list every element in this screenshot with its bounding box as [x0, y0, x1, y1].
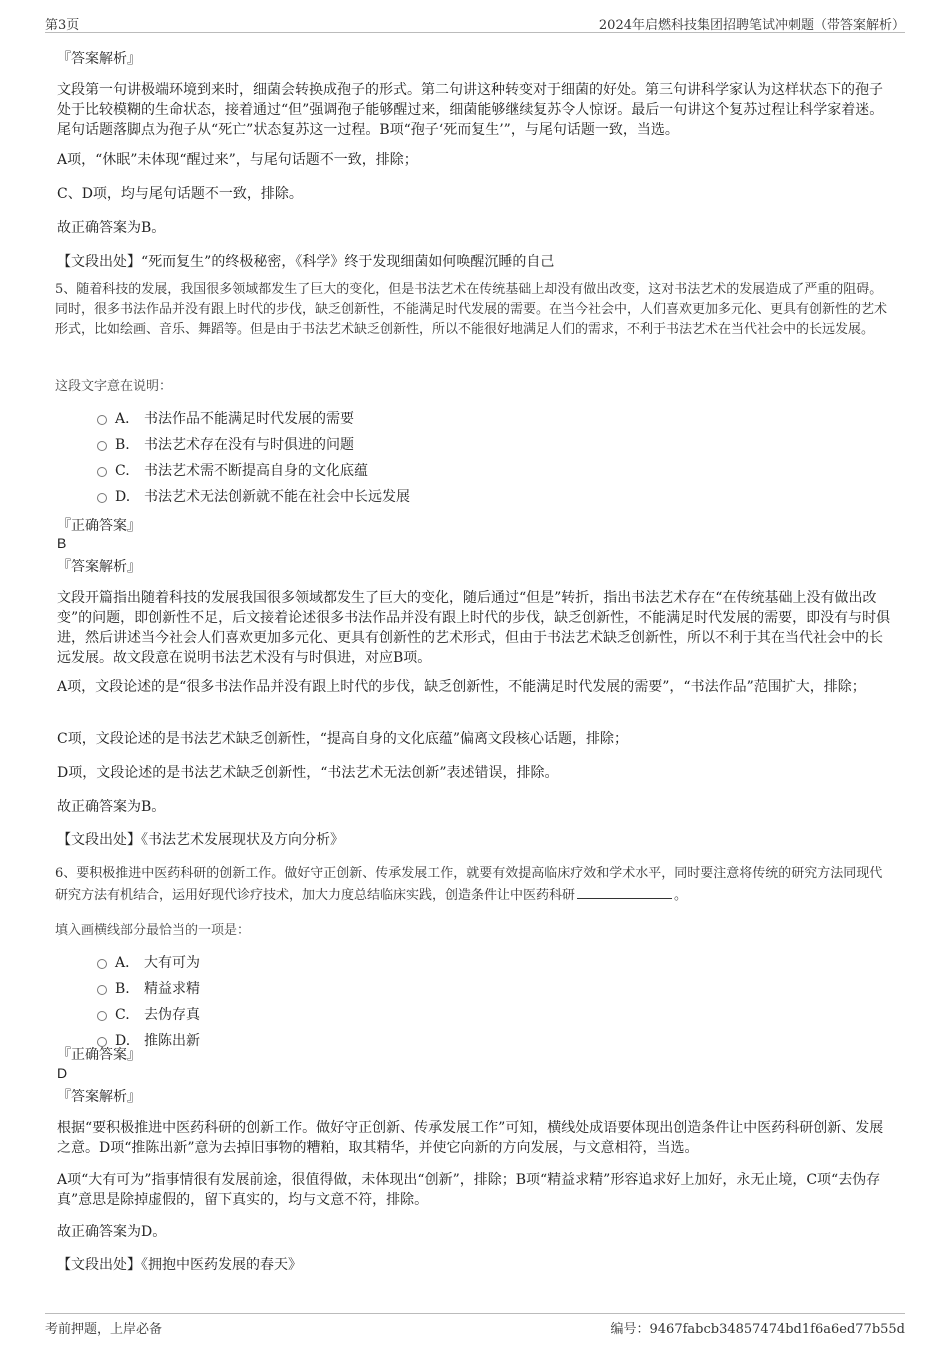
q6-option-a[interactable]	[97, 953, 597, 973]
q5-conclusion: 故正确答案为B。	[57, 799, 166, 815]
q5-note-d: D项，文段论述的是书法艺术缺乏创新性，“书法艺术无法创新”表述错误，排除。	[57, 765, 559, 781]
option-letter: B.	[115, 437, 130, 453]
q4-note-cd: C、D项，均与尾句话题不一致，排除。	[57, 186, 303, 202]
option-text: 书法艺术无法创新就不能在社会中长远发展	[144, 489, 410, 505]
footer-slogan: 考前押题，上岸必备	[45, 1322, 163, 1337]
radio-icon[interactable]	[97, 467, 107, 477]
q5-analysis-label: 『答案解析』	[57, 559, 141, 575]
option-letter: D.	[115, 1033, 131, 1049]
radio-icon[interactable]	[97, 493, 107, 503]
q5-source	[57, 830, 893, 850]
q5-prompt: 这段文字意在说明：	[55, 379, 173, 394]
q6-answer-label: 『正确答案』	[57, 1047, 141, 1063]
option-letter: B.	[115, 981, 130, 997]
q6-option-b[interactable]	[97, 979, 597, 999]
option-text: 大有可为	[144, 955, 200, 971]
fill-blank	[577, 884, 672, 899]
source-prefix: 【文段出处】	[57, 1257, 141, 1273]
page-header	[45, 10, 905, 33]
q4-note-a: A项，“休眠”未体现“醒过来”，与尾句话题不一致，排除；	[57, 152, 418, 168]
q5-note-c: C项，文段论述的是书法艺术缺乏创新性，“提高自身的文化底蕴”偏离文段核心话题，排除；	[57, 731, 629, 747]
option-text: 推陈出新	[144, 1033, 200, 1049]
document-title: 2024年启燃科技集团招聘笔试冲刺题（带答案解析）	[598, 18, 905, 33]
q6-analysis-text: 根据“要积极推进中医药科研的创新工作。做好守正创新、传承发展工作”可知，横线处成语要体现出创造条件让中医药科研创新、发展之意。D项“推陈出新”意为去掉旧事物的糟粕，取其精华，并使它向新的方向发展，与文意相符，当选。	[57, 1120, 884, 1156]
q5-note-a: A项，文段论述的是“很多书法作品并没有跟上时代的步伐，缺乏创新性，不能满足时代发展的需要”，“书法作品”范围扩大，排除；	[57, 679, 866, 695]
q6-option-c[interactable]	[97, 1005, 597, 1025]
q5-option-b[interactable]	[97, 435, 797, 455]
radio-icon[interactable]	[97, 441, 107, 451]
q5-answer-value: B	[57, 535, 67, 551]
option-letter: C.	[115, 1007, 130, 1023]
q6-source	[57, 1255, 893, 1275]
q6-note-abc: A项“大有可为”指事情很有发展前途，很值得做，未体现出“创新”，排除；B项“精益求精”形容追求好上加好，永无止境，C项“去伪存真”意思是除掉虚假的，留下真实的，均与文意不符，排除。	[57, 1172, 881, 1208]
radio-icon[interactable]	[97, 985, 107, 995]
source-prefix: 【文段出处】	[57, 832, 141, 848]
page-number: 第3页	[45, 18, 80, 33]
q5-option-c[interactable]	[97, 461, 797, 481]
q6-source-title: 《拥抱中医药发展的春天》	[141, 1257, 302, 1273]
option-text: 书法艺术存在没有与时俱进的问题	[144, 437, 354, 453]
source-prefix: 【文段出处】	[57, 254, 141, 270]
page-footer	[45, 1313, 905, 1336]
radio-icon[interactable]	[97, 959, 107, 969]
q4-source-title: “死而复生”的终极秘密，《科学》终于发现细菌如何唤醒沉睡的自己	[141, 254, 555, 270]
option-letter: D.	[115, 489, 131, 505]
option-text: 书法作品不能满足时代发展的需要	[144, 411, 354, 427]
q6-question-after: 。	[674, 888, 688, 903]
option-text: 书法艺术需不断提高自身的文化底蕴	[144, 463, 368, 479]
radio-icon[interactable]	[97, 1011, 107, 1021]
q6-prompt: 填入画横线部分最恰当的一项是：	[55, 923, 251, 938]
q4-source	[57, 252, 893, 272]
radio-icon[interactable]	[97, 415, 107, 425]
option-letter: A．	[115, 411, 140, 427]
q5-question-text: 5、随着科技的发展，我国很多领域都发生了巨大的变化，但是书法艺术在传统基础上却没有做出改变，这对书法艺术的发展造成了严重的阻碍。同时，很多书法作品并没有跟上时代的步伐，缺乏创新性，不能满足时代发展的需要。在当今社会中，人们喜欢更加多元化、更具有创新性的艺术形式，比如绘画、音乐、舞蹈等。但是由于书法艺术缺乏创新性，所以不能很好地满足人们的需求，不利于书法艺术在当代社会中的长远发展。	[55, 282, 888, 337]
q5-answer-label: 『正确答案』	[57, 518, 141, 534]
option-letter: A．	[115, 955, 140, 971]
q5-analysis-text: 文段开篇指出随着科技的发展我国很多领域都发生了巨大的变化，随后通过“但是”转折，指出书法艺术存在“在传统基础上没有做出改变”的问题，即创新性不足，后文接着论述很多书法作品并没有跟上时代的步伐，缺乏创新性，不能满足时代发展的需要，即没有与时俱进，然后讲述当今社会人们喜欢更加多元化、更具有创新性的艺术形式，但由于书法艺术缺乏创新性，所以不利于其在当代社会中的长远发展。故文段意在说明书法艺术没有与时俱进，对应B项。	[57, 590, 891, 666]
q5-option-d[interactable]	[97, 487, 797, 507]
q6-analysis-label: 『答案解析』	[57, 1089, 141, 1105]
q5-source-title: 《书法艺术发展现状及方向分析》	[141, 832, 344, 848]
document-serial: 编号：9467fabcb34857474bd1f6a6ed77b55d	[610, 1322, 905, 1337]
q6-conclusion: 故正确答案为D。	[57, 1224, 167, 1240]
q6-question-text	[55, 864, 893, 906]
q5-option-a[interactable]	[97, 409, 797, 429]
q6-question-before: 6、要积极推进中医药科研的创新工作。做好守正创新、传承发展工作，就要有效提高临床疗效和学术水平，同时要注意将传统的研究方法同现代研究方法有机结合，运用好现代诊疗技术，加大力度总结临床实践，创造条件让中医药科研	[55, 866, 883, 903]
q4-conclusion: 故正确答案为B。	[57, 220, 166, 236]
option-text: 精益求精	[144, 981, 200, 997]
q6-option-d[interactable]	[97, 1031, 597, 1051]
option-letter: C.	[115, 463, 130, 479]
option-text: 去伪存真	[144, 1007, 200, 1023]
q4-analysis-label: 『答案解析』	[57, 51, 141, 67]
q4-analysis-text: 文段第一句讲极端环境到来时，细菌会转换成孢子的形式。第二句讲这种转变对于细菌的好处。第三句讲科学家认为这样状态下的孢子处于比较模糊的生命状态，接着通过“但”强调孢子能够醒过来，细菌能够继续复苏令人惊讶。最后一句讲这个复苏过程让科学家着迷。尾句话题落脚点为孢子从“死亡”状态复苏这一过程。B项“孢子‘死而复生’”，与尾句话题一致，当选。	[57, 82, 884, 138]
q6-answer-value: D	[57, 1065, 68, 1081]
